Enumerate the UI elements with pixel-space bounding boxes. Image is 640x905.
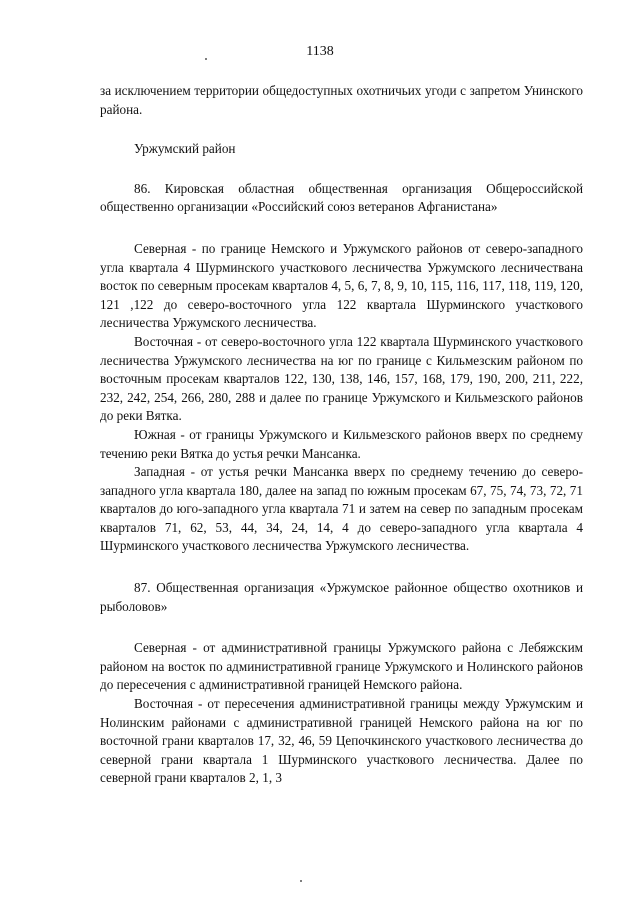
document-body — [100, 82, 583, 788]
scan-speck — [300, 880, 302, 882]
page-number: 1138 — [306, 44, 334, 59]
boundary-south-86: Южная - от границы Уржумского и Кильмезского районов вверх по среднему течению реки Вятка до устья речки Мансанка. — [100, 426, 583, 461]
item-heading-87: 87. Общественная организация «Уржумское районное общество охотников и рыболовов» — [100, 580, 583, 614]
boundary-east-87: Восточная - от пересечения административной границы между Уржумским и Нолинским районами с административной границей Немского района на юг по восточной грани кварталов 17, 32, 46, 59 Цепочкинского участкового лесничества до северной грани квартала 1 Шурминского участкового лесничества. Далее по северной грани кварталов 2, 1, 3 — [100, 696, 583, 786]
boundary-north-86: Северная - по границе Немского и Уржумского районов от северо-западного угла квартала 4 Шурминского участкового лесничества Уржумского лесничествана восток по северным просекам кварталов 4, 5, 6, 7, 8, 9, 10, 115, 116, 117, 118, 119, 120, 121 ,122 до северо-восточного угла 122 квартала Шурминского участкового лесничества Уржумского лесничества. — [100, 240, 583, 331]
scan-speck — [205, 58, 207, 60]
boundary-west-86: Западная - от устья речки Мансанка вверх по среднему течению до северо-западного угла квартала 180, далее на запад по южным просекам 67, 75, 74, 73, 72, 71 кварталов до юго-западного угла квартала 71 и затем на север по западным просекам кварталов 71, 62, 53, 44, 34, 24, 14, 4 до северо-западного угла квартала 4 Шурминского участкового лесничества Уржумского лесничества. — [100, 464, 583, 554]
boundary-north-87: Северная - от административной границы Уржумского района с Лебяжским районом на восток по административной границе Уржумского и Нолинского районов до пересечения с административной границей Немского района. — [100, 640, 583, 693]
paragraph-continuation: за исключением территории общедоступных охотничьих угоди с запретом Унинского района. — [100, 83, 583, 117]
item-heading-86: 86. Кировская областная общественная организация Общероссийской общественно организации «Российский союз ветеранов Афганистана» — [100, 180, 583, 215]
section-heading-urzhum-district: Уржумский район — [134, 141, 236, 157]
boundary-east-86: Восточная - от северо-восточного угла 122 квартала Шурминского участкового лесничества Уржумского лесничества на юг по границе с Кильмезским районом по восточным просекам кварталов 122, 130, 138, 146, 157, 168, 179, 190, 200, 211, 222, 232, 242, 254, 266, 280, 288 и далее по границе Уржумского и Кильмезского районов до реки Вятка. — [100, 333, 583, 424]
